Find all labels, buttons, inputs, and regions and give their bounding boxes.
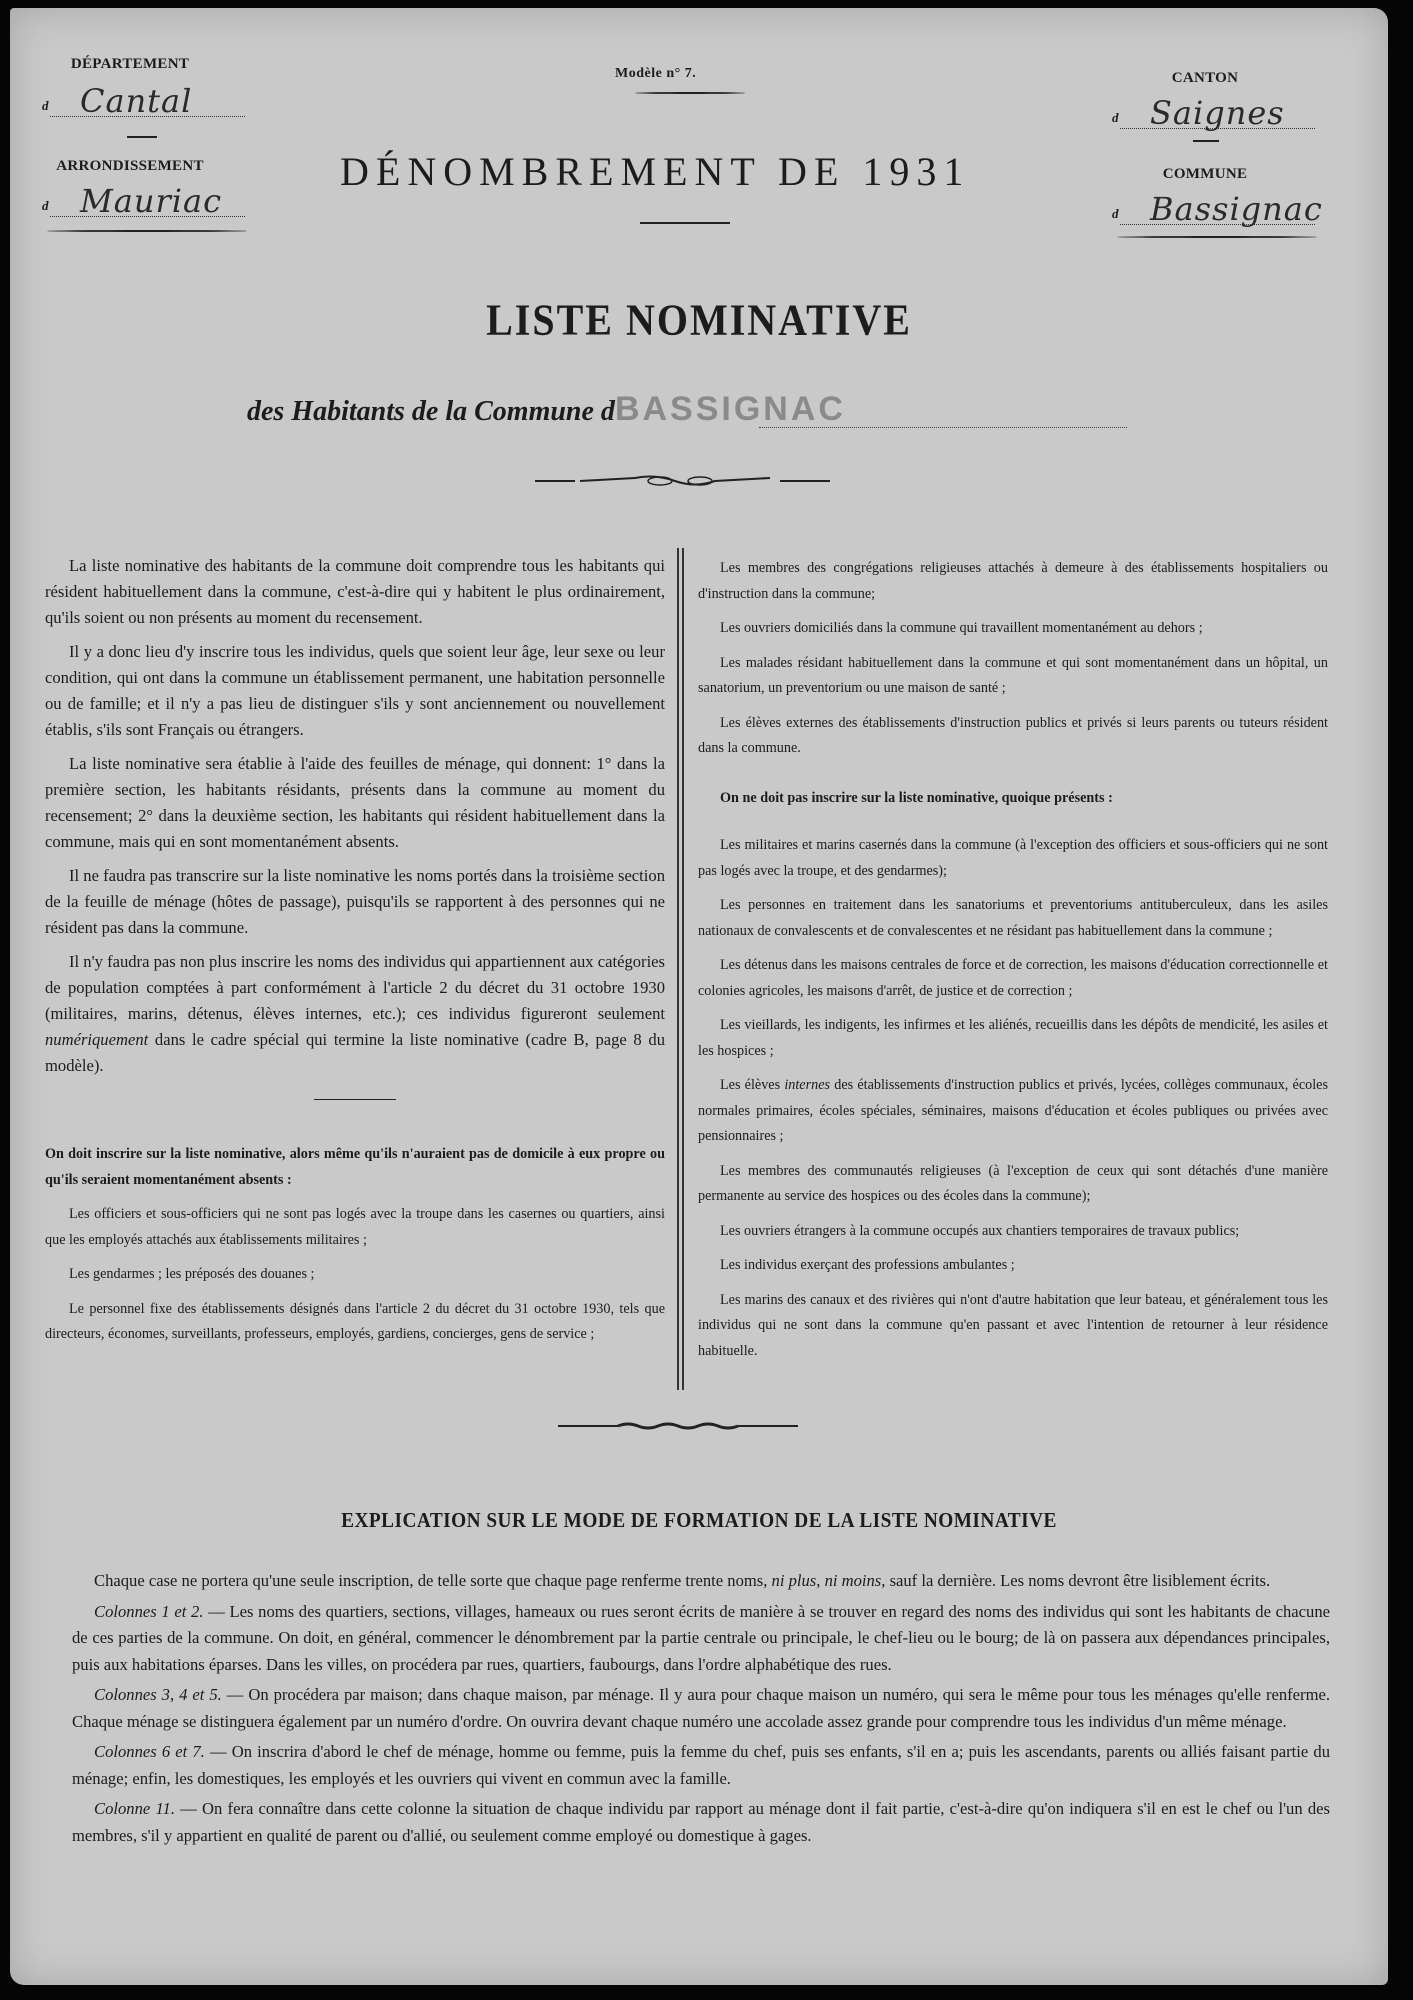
exclude-item: Les individus exerçant des professions ambulantes ; [720,1257,1015,1273]
paragraph: La liste nominative sera établie à l'aide des feuilles de ménage, qui donnent: 1° dans la première section, les habitants résidants, présents dans la commune au moment du recensement; 2° dans la deuxième section, les habitants qui résident habituellement dans la commune, mais qui en sont momentanément absents. [45,754,665,851]
right-column [698,556,1328,1373]
explanation-paragraph [72,1682,1330,1735]
page-title: DÉNOMBREMENT DE 1931 [340,149,971,194]
text: — Les noms des quartiers, sections, villages, hameaux ou rues seront écrits de manière à se trouver en regard des noms des individus qui sont les habitants de chacune de ces parties de la commune. On doit, en général, commencer le dénombrement par la partie centrale ou principale, le chef-lieu ou le bourg; de là on passera aux dépendances principales, puis aux habitations éparses. Dans les villes, on procédera par rues, quartiers, faubourgs, dans l'ordre alphabétique des rues. [72,1601,1330,1674]
explanation-body [72,1568,1330,1853]
separator-rule [1193,140,1219,142]
inscribe-item: Les élèves externes des établissements d'instruction publics et privés si leurs parents ou tuteurs résident dans la commune. [698,714,1328,756]
italic-text: numériquement [45,1030,149,1049]
text: Chaque case ne portera qu'une seule inscription, de telle sorte que chaque page renferme trente noms, [94,1571,772,1590]
canton-label: CANTON [1171,70,1239,86]
list-subtitle: des Habitants de la Commune d [247,396,615,427]
column-label: Colonnes 6 et 7. [94,1742,205,1761]
text: Les élèves [720,1077,785,1093]
inscribe-item: Le personnel fixe des établissements désignés dans l'article 2 du décret du 31 octobre 1930, tels que directeurs, économes, surveillants, professeurs, employés, gardiens, concierges, gens de service ; [45,1300,665,1342]
exclude-item: Les marins des canaux et des rivières qui n'ont d'autre habitation que leur bateau, et généralement tous les individus qui ne sont dans la commune qu'en passant et avec l'intention de retourner à leur résidence habituelle. [698,1291,1328,1359]
arrondissement-prefix: d [42,198,49,213]
list-title: LISTE NOMINATIVE [486,294,912,345]
text: — On procédera par maison; dans chaque maison, par ménage. Il y aura pour chaque maison un numéro, qui sera le même pour tous les ménages qu'elle renferme. Chaque ménage se distinguera également par un numéro d'ordre. On ouvrira devant chaque numéro une accolade assez grande pour comprendre tous les individus d'un même ménage. [72,1685,1330,1731]
text: — On inscrira d'abord le chef de ménage, homme ou femme, puis la femme du chef, puis ses enfants, s'il en a; puis les ascendants, parents ou alliés faisant partie du ménage; enfin, les domestiques, les employés et les ouvriers qui vivent en commun avec la famille. [72,1742,1331,1788]
explanation-paragraph [72,1739,1330,1792]
exclude-item: Les ouvriers étrangers à la commune occupés aux chantiers temporaires de travaux publics; [720,1222,1240,1239]
separator-rule [314,1099,396,1100]
column-label: Colonnes 3, 4 et 5. [94,1685,222,1704]
census-form-page [10,8,1388,1985]
swash-rule [635,92,745,94]
explanation-paragraph [72,1796,1330,1849]
text: dans le cadre spécial qui termine la liste nominative (cadre B, page 8 du modèle). [45,1030,665,1075]
commune-value: Bassignac [1150,190,1323,228]
commune-label: COMMUNE [1162,166,1248,182]
commune-stamp: BASSIGNAC [614,390,846,428]
paragraph: La liste nominative des habitants de la commune doit comprendre tous les habitants qui résident habituellement dans la commune, c'est-à-dire qui y habitent le plus ordinairement, qu'ils soient ou non présents au moment du recensement. [45,556,665,627]
exclude-item: Les militaires et marins casernés dans la commune (à l'exception des officiers et sous-officiers qui ne sont pas logés avec la troupe, et des gendarmes); [698,837,1328,879]
column-divider [682,548,684,1390]
departement-prefix: d [42,98,49,113]
separator-rule [127,136,157,138]
column-label: Colonne 11. [94,1799,175,1818]
arrondissement-value: Mauriac [80,182,222,220]
arrondissement-field [42,182,245,220]
text: Il n'y faudra pas non plus inscrire les noms des individus qui appartiennent aux catégories de population comptées à part conformément à l'article 2 du décret du 31 octobre 1930 (militaires, marins, détenus, élèves internes, etc.); ces individus figureront seulement [45,952,665,1023]
canton-field [1112,94,1315,132]
italic-text: ni plus [771,1571,817,1590]
paragraph: Il y a donc lieu d'y inscrire tous les individus, quels que soient leur âge, leur sexe ou leur condition, qui ont dans la commune un établissement permanent, une habitation personnelle ou de famille; et il n'y a pas lieu de distinguer s'ils y sont anciennement ou nouvellement établis, s'ils sont Français ou étrangers. [45,642,665,739]
italic-text: internes [784,1077,831,1093]
swash-rule [47,230,247,232]
commune-subtitle-line [247,390,1127,430]
commune-prefix: d [1112,206,1119,221]
exclude-heading: On ne doit pas inscrire sur la liste nominative, quoique présents : [720,789,1113,806]
exclude-item: Les membres des communautés religieuses (à l'exception de ceux qui sont détachés d'une manière permanente au service des hospices ou des écoles dans la commune); [698,1162,1328,1204]
exclude-item: Les détenus dans les maisons centrales de force et de correction, les maisons d'éducation correctionnelle et colonies agricoles, les maisons d'arrêt, de justice et de correction ; [698,957,1328,999]
left-column [45,553,665,1357]
paragraph [45,949,665,1079]
dotted-fill-line [759,427,1127,428]
departement-label: DÉPARTEMENT [70,56,190,72]
paragraph: Il ne faudra pas transcrire sur la liste nominative les noms portés dans la troisième section de la feuille de ménage (hôtes de passage), puisqu'ils se rapportent à des personnes qui ne résident pas dans la commune. [45,866,665,937]
inscribe-item: Les membres des congrégations religieuses attachés à demeure à des établissements hospitaliers ou d'instruction dans la commune; [698,560,1328,602]
exclude-item: Les vieillards, les indigents, les infirmes et les aliénés, recueillis dans les dépôts de mendicité, les asiles et les hospices ; [698,1017,1328,1059]
italic-text: ni moins [824,1571,882,1590]
explanation-title: EXPLICATION SUR LE MODE DE FORMATION DE LA LISTE NOMINATIVE [341,1508,1057,1532]
inscribe-heading: On doit inscrire sur la liste nominative, alors même qu'ils n'auraient pas de domicile à eux propre ou qu'ils seraient momentanément absents : [45,1146,665,1188]
arrondissement-label: ARRONDISSEMENT [56,158,204,174]
explanation-paragraph [72,1568,1330,1595]
inscribe-item: Les malades résidant habituellement dans la commune et qui sont momentanément dans un hôpital, un sanatorium, un preventorium ou une maison de santé ; [698,654,1328,696]
departement-value: Cantal [80,82,193,120]
exclude-item [698,1073,1328,1150]
text: , [816,1571,825,1590]
inscribe-item: Les officiers et sous-officiers qui ne sont pas logés avec la troupe dans les casernes ou quartiers, ainsi que les employés attachés aux établissements militaires ; [45,1206,665,1248]
inscribe-item: Les ouvriers domiciliés dans la commune qui travaillent momentanément au dehors ; [720,620,1203,636]
separator-rule [640,222,730,224]
canton-value: Saignes [1150,94,1285,132]
model-number: Modèle n° 7. [615,66,697,81]
exclude-item: Les personnes en traitement dans les sanatoriums et preventoriums antituberculeux, dans les asiles nationaux de convalescents et de convalescentes et ne résidant pas habituellement dans la commune ; [698,897,1328,939]
inscribe-item: Les gendarmes ; les préposés des douanes ; [69,1266,315,1282]
column-divider [677,548,679,1390]
explanation-paragraph [72,1599,1330,1679]
text: des établissements d'instruction publics et privés, lycées, collèges communaux, écoles normales primaires, écoles spéciales, séminaires, maisons d'éducation et écoles publiques ou privées avec pensionnaires ; [698,1077,1328,1144]
ornament-divider [558,1420,798,1432]
canton-prefix: d [1112,110,1119,125]
text: — On fera connaître dans cette colonne la situation de chaque individu par rapport au ménage dont il fait partie, c'est-à-dire qu'on indiquera s'il en est le chef ou l'un des membres, s'il y appartient en qualité de parent ou d'allié, ou seulement comme employé ou domestique à gages. [72,1799,1331,1845]
swash-rule [1117,236,1317,238]
column-label: Colonnes 1 et 2. [94,1601,204,1621]
text: , sauf la dernière. Les noms devront être lisiblement écrits. [881,1571,1271,1590]
departement-field [42,82,245,120]
ornament-divider [535,474,835,488]
commune-field [1112,190,1323,228]
